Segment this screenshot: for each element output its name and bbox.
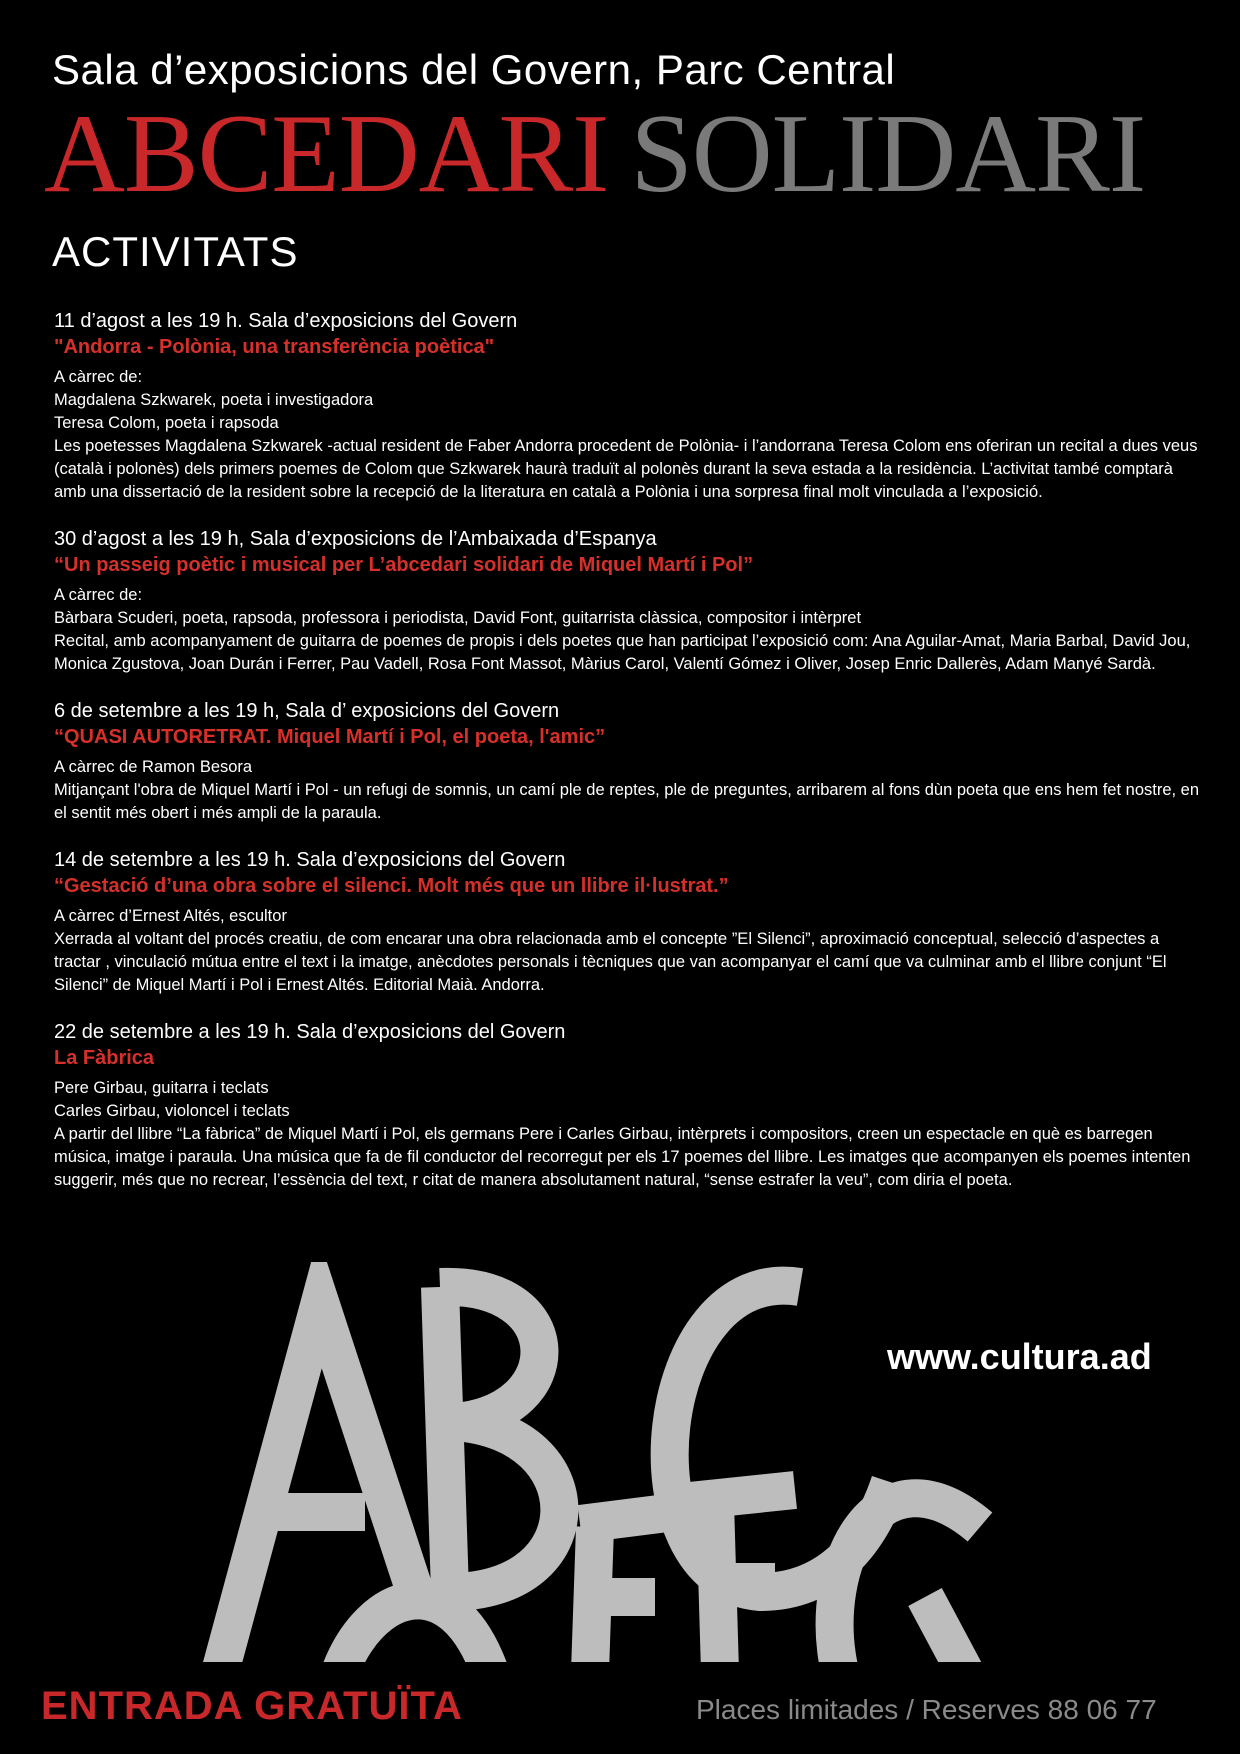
event-item — [54, 1019, 1204, 1192]
event-description-line: Recital, amb acompanyament de guitarra de poemes de propis i dels poetes que han participat l’exposició com: Ana Aguilar-Amat, Maria Barbal, David Jou, Monica Zgustova, Joan Durán i Ferrer, Pau Vadell, Rosa Font Massot, Màrius Carol, Valentí Gómez i Oliver, Josep Enric Dallerès, Adam Manyé Sardà. — [54, 632, 1191, 673]
free-entry-label: ENTRADA GRATUÏTA — [41, 1684, 463, 1728]
event-date: 30 d’agost a les 19 h, Sala d’exposicions de l’Ambaixada d’Espanya — [54, 528, 657, 550]
event-description-line: Xerrada al voltant del procés creatiu, de com encarar una obra relacionada amb el concepte ”El Silenci”, aproximació conceptual, selecció d’aspectes a tractar , vinculació mútua entre el text i la imatge, anècdotes personals i tècniques que van acompanyar el camí que va culminar amb el llibre conjunt “El Silenci” de Miquel Martí i Pol i Ernest Altés. Editorial Maià. Andorra. — [54, 930, 1167, 994]
exhibition-title — [44, 92, 1146, 216]
art-letter-d — [340, 1600, 490, 1672]
event-description-line: A càrrec de: — [54, 368, 143, 386]
title-abcedari: ABCEDARI — [44, 92, 609, 216]
event-description-line: A càrrec d’Ernest Altés, escultor — [54, 907, 287, 925]
event-item — [54, 698, 1204, 825]
art-letter-e — [580, 1512, 675, 1672]
venue-heading: Sala d’exposicions del Govern, Parc Central — [52, 46, 896, 93]
event-date: 6 de setembre a les 19 h, Sala d’ exposicions del Govern — [54, 700, 560, 722]
abc-lettering-art — [150, 1262, 1050, 1674]
event-date: 14 de setembre a les 19 h. Sala d’exposicions del Govern — [54, 849, 566, 871]
event-description-line: A partir del llibre “La fàbrica” de Miquel Martí i Pol, els germans Pere i Carles Girbau, intèrprets i compositors, creen un espectacle en què es barregen música, imatge i paraula. Una música que fa de fil conductor del recorregut per els 17 poemes del llibre. Les imatges que acompanyen els poemes intenten suggerir, més que no recrear, l’essència del text, r citat de manera absolutament natural, “sense estrafer la veu”, com diria el poeta. — [54, 1125, 1191, 1189]
event-description-line: Teresa Colom, poeta i rapsoda — [54, 414, 279, 432]
event-date: 11 d’agost a les 19 h. Sala d’exposicions del Govern — [54, 310, 518, 332]
title-solidari: SOLIDARI — [630, 92, 1146, 216]
website-link[interactable]: www.cultura.ad — [887, 1336, 1152, 1377]
event-item — [54, 526, 1204, 676]
event-item — [54, 847, 1204, 997]
event-description-line: Pere Girbau, guitarra i teclats — [54, 1079, 269, 1097]
art-letter-g — [835, 1498, 980, 1672]
event-title: "Andorra - Polònia, una transferència poètica" — [54, 336, 495, 358]
event-title: “Un passeig poètic i musical per L’abcedari solidari de Miquel Martí i Pol” — [54, 554, 754, 576]
event-date: 22 de setembre a les 19 h. Sala d’exposicions del Govern — [54, 1021, 566, 1043]
event-description-line: A càrrec de: — [54, 586, 143, 604]
art-letter-b — [440, 1287, 559, 1592]
event-title: “QUASI AUTORETRAT. Miquel Martí i Pol, el poeta, l'amic” — [54, 726, 606, 748]
event-description-line: Carles Girbau, violoncel i teclats — [54, 1102, 290, 1120]
event-description-line: A càrrec de Ramon Besora — [54, 758, 253, 776]
event-item — [54, 308, 1204, 504]
event-description-line: Magdalena Szkwarek, poeta i investigadora — [54, 391, 374, 409]
event-description-line: Mitjançant l'obra de Miquel Martí i Pol - un refugi de somnis, un camí ple de reptes, ple de preguntes, arribarem al fons dùn poeta que ens hem fet nostre, en el sentit més obert i més ampli de la paraula. — [54, 781, 1200, 822]
event-description-line: Bàrbara Scuderi, poeta, rapsoda, professora i periodista, David Font, guitarrista clàssica, compositor i intèrpret — [54, 609, 862, 627]
reservations-info: Places limitades / Reserves 88 06 77 — [696, 1694, 1157, 1725]
event-title: “Gestació d’una obra sobre el silenci. Molt més que un llibre il·lustrat.” — [54, 875, 729, 897]
activities-heading: ACTIVITATS — [52, 228, 299, 275]
event-title: La Fàbrica — [54, 1047, 155, 1069]
event-description-line: Les poetesses Magdalena Szkwarek -actual resident de Faber Andorra procedent de Polònia- i l’andorrana Teresa Colom ens oferiran un recital a dues veus (català i polonès) dels primers poemes de Colom que Szkwarek haurà traduït al polonès durant la seva estada a la residència. L’activitat també comptarà amb una dissertació de la resident sobre la recepció de la literatura en català a Polònia i una sorpresa final molt vinculada a l’exposició. — [54, 437, 1198, 501]
events-list — [54, 308, 1204, 1214]
